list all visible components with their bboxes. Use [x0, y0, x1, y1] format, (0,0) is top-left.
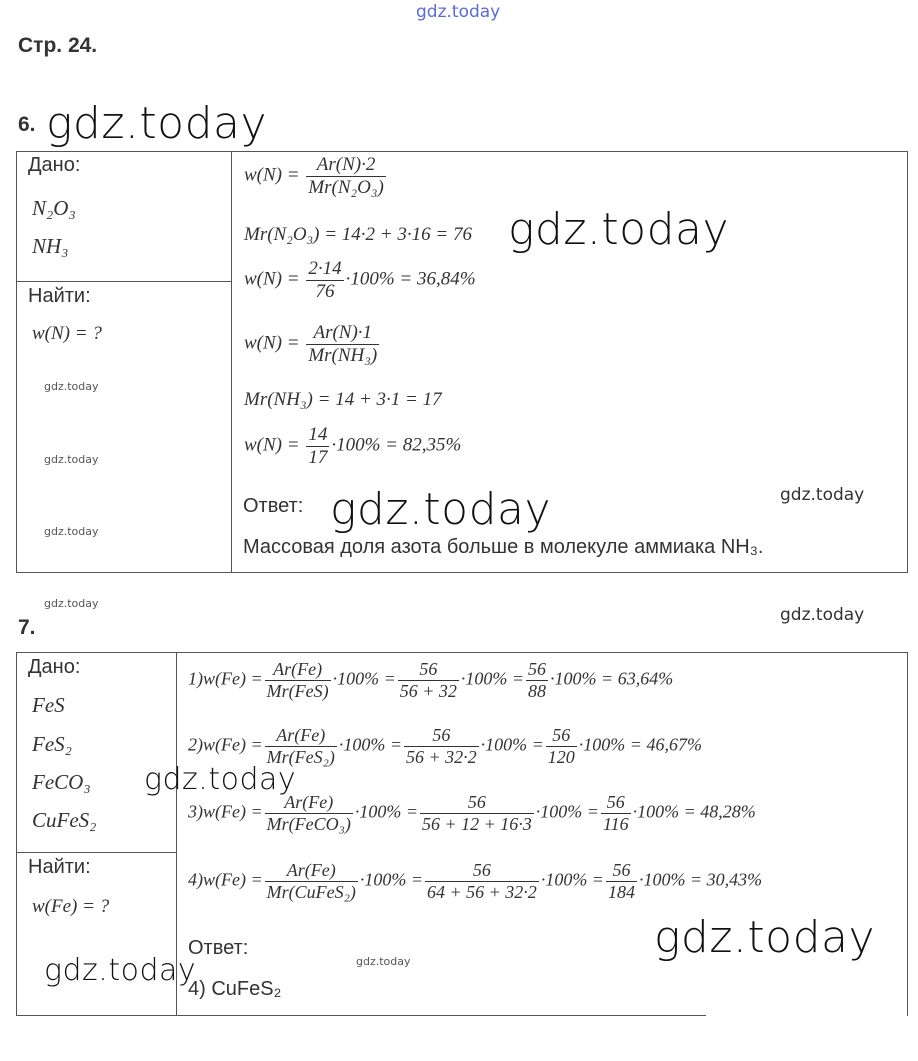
- task-6-eq-1: w(N) = $\frac{Ar(N)\cdot 2}{\text{Mr(N₂O₃)}}$: [244, 154, 384, 198]
- task-6-eq-4: w(N) = $\frac{Ar(N)\cdot 1}{\text{Mr(NH₃)}}$: [244, 322, 378, 366]
- task-7-answer-text: 4) CuFeS₂: [188, 978, 282, 1000]
- task-7-answer-label: Ответ:: [188, 937, 249, 959]
- watermark-small: gdz.today: [44, 380, 99, 393]
- task-6-find-label: Найти:: [28, 285, 91, 307]
- task-6-eq-6: w(N) = $\frac{14}{17}$ ·100% = 82,35%: [244, 424, 462, 468]
- task-6-eq-3: w(N) = $\frac{2\cdot 14}{76}$ ·100% = 36,84%: [244, 258, 476, 302]
- task-6-eq-5: Mr(NH₃) = 14 + 3·1 = 17: [244, 389, 442, 410]
- task-7-given-4: CuFeS₂: [32, 808, 97, 832]
- watermark: gdz.today: [654, 912, 876, 963]
- task-6-find: w(N) = ?: [32, 323, 102, 344]
- task-6-answer-text: Массовая доля азота больше в молекуле аммиака NH₃.: [243, 536, 764, 558]
- task-6-given-label: Дано:: [28, 154, 81, 176]
- task-6-answer-label: Ответ:: [243, 495, 304, 517]
- watermark: gdz.today: [330, 484, 552, 535]
- watermark-mid: gdz.today: [780, 485, 865, 505]
- page-title: Стр. 24.: [18, 34, 98, 57]
- task-7-number: 7.: [18, 616, 36, 639]
- task-7-given-1: FeS: [32, 693, 65, 717]
- task-7-eq-4: 4)w(Fe) = $\frac{Ar(Fe)}{\text{Mr(CuFeS₂)}}$ ·100% = $\frac{56}{64 + 56 + 32\cdot 2}$ ·100% = $\frac{56}{184}$ ·100% = 30,43%: [188, 860, 763, 902]
- task-7-eq-1: 1)w(Fe) = $\frac{Ar(Fe)}{\text{Mr(FeS)}}$ ·100% = $\frac{56}{56 + 32}$ ·100% = $\frac{56}{88}$ ·100% = 63,64%: [188, 659, 674, 701]
- watermark-top: gdz.today: [416, 2, 501, 22]
- task-7-given-label: Дано:: [28, 656, 81, 678]
- task-7-eq-2: 2)w(Fe) = $\frac{Ar(Fe)}{\text{Mr(FeS₂)}}$ ·100% = $\frac{56}{56 + 32\cdot 2}$ ·100% = $\frac{56}{120}$ ·100% = 46,67%: [188, 725, 702, 767]
- watermark-small: gdz.today: [356, 955, 411, 968]
- task-7-find-label: Найти:: [28, 856, 91, 878]
- task-7-given-2: FeS₂: [32, 732, 72, 756]
- task-6-given-1: N₂O₃: [32, 196, 76, 220]
- task-7-find: w(Fe) = ?: [32, 896, 110, 917]
- watermark: gdz.today: [46, 98, 268, 149]
- watermark: gdz.today: [44, 953, 197, 988]
- task-7-eq-3: 3)w(Fe) = $\frac{Ar(Fe)}{\text{Mr(FeCO₃)}}$ ·100% = $\frac{56}{56 + 12 + 16\cdot 3}$ ·100% = $\frac{56}{116}$ ·100% = 48,28%: [188, 792, 756, 834]
- task-6-given-2: NH₃: [32, 234, 69, 258]
- task-6-eq-2: Mr(N₂O₃) = 14·2 + 3·16 = 76: [244, 224, 472, 245]
- watermark-mid: gdz.today: [780, 605, 865, 625]
- watermark-small: gdz.today: [44, 597, 99, 610]
- watermark-small: gdz.today: [44, 453, 99, 466]
- task-7-given-3: FeCO₃: [32, 770, 91, 794]
- watermark: gdz.today: [508, 204, 730, 255]
- watermark: gdz.today: [144, 762, 297, 797]
- watermark-small: gdz.today: [44, 525, 99, 538]
- task-6-number: 6.: [18, 113, 36, 136]
